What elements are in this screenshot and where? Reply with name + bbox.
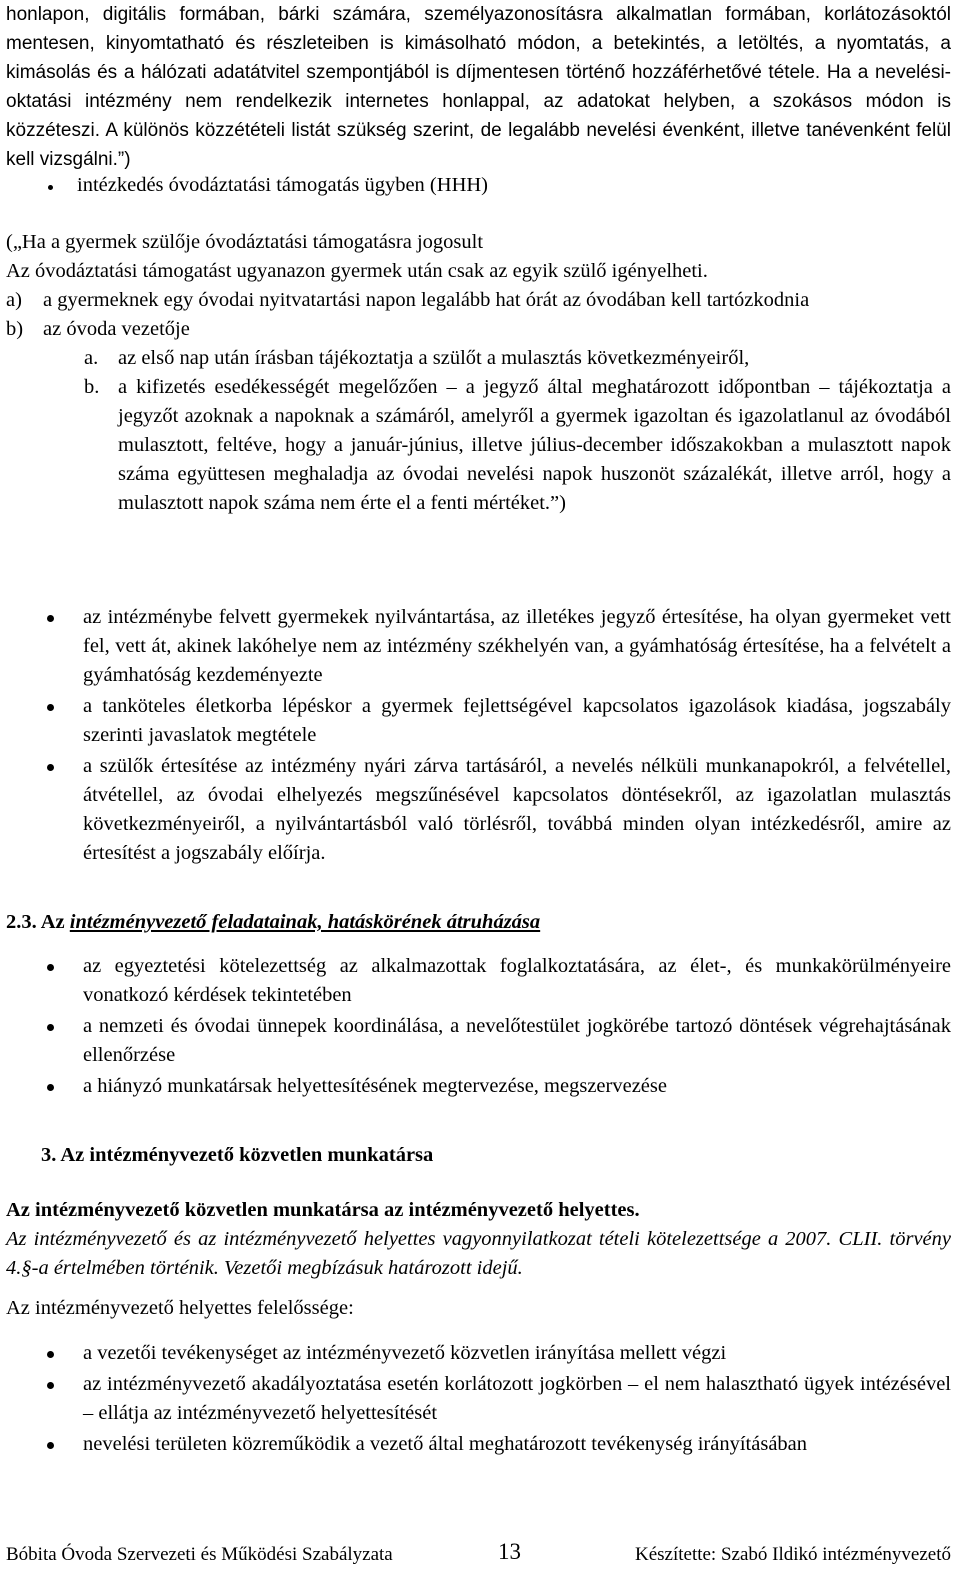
intro-section — [6, 0, 951, 174]
list-item: a hiányzó munkatársak helyettesítésének megtervezése, megszervezése — [6, 1072, 951, 1101]
hhh-line-1: („Ha a gyermek szülője óvodáztatási támogatásra jogosult — [6, 231, 484, 253]
sub-b-label: b. — [84, 376, 100, 398]
hhh-item-a — [6, 286, 951, 315]
list-item: a szülők értesítése az intézmény nyári zárva tartásáról, a nevelés nélküli munkanapokról, a felvétellel, átvétellel, az óvodai elhelyezés megszűnésével kapcsolatos döntésekről, az igazolatlan mulasztás következményeiről, a nyilvántartásból való törlésről, továbbá minden olyan intézkedésről, amire az értesítést a jogszabály előírja. — [6, 752, 951, 868]
list-1 — [6, 603, 951, 868]
list-item: az intézménybe felvett gyermekek nyilvántartása, az illetékes jegyző értesítése, ha olyan gyermeket vett fel, vett át, akinek lakóhelye nem az intézmény székhelyén van, a gyámhatóság értesítése, ha a felvételt a gyámhatóság kezdeményezte — [6, 603, 951, 690]
hhh-bullet — [77, 171, 951, 200]
page-number: 13 — [498, 1539, 521, 1564]
list-item: az egyeztetési kötelezettség az alkalmazottak foglalkoztatására, az élet-, és munkakörülményeire vonatkozó kérdések tekintetében — [6, 952, 951, 1010]
hhh-sub-b — [6, 373, 951, 518]
item-b-text: az óvoda vezetője — [43, 318, 190, 340]
footer-author: Készítette: Szabó Ildikó intézményvezető — [634, 1544, 951, 1565]
hhh-line-2: Az óvodáztatási támogatást ugyanazon gyermek után csak az egyik szülő igényelheti. — [6, 260, 708, 282]
item-a-label: a) — [6, 289, 22, 311]
sub-a-label: a. — [84, 347, 99, 369]
section-3-italic-text: Az intézményvezető és az intézményvezető helyettes vagyonnyilatkozat tételi kötelezettsége a 2007. CLII. törvény 4.§-a értelmében történik. Vezetői megbízásuk határozott idejű. — [6, 1228, 951, 1279]
list-item: nevelési területen közreműködik a vezető által meghatározott tevékenység irányításában — [6, 1430, 951, 1459]
section-2-3-title: intézményvezető feladatainak, hatáskörének átruházása — [69, 911, 541, 933]
intro-paragraph: honlapon, digitális formában, bárki számára, személyazonosításra alkalmatlan formában, korlátozásoktól mentesen, kinyomtatható és részleteiben is kimásolható módon, a betekintés, a letöltés, a nyomtatás, a kimásolás és a hálózati adatátvitel szempontjából is díjmentesen történő hozzáférhetővé tétele. Ha a nevelési-oktatási intézmény nem rendelkezik internetes honlappal, az adatokat helyben, a szokásos módon is közzéteszi. A különös közzétételi listát szükség szerint, de legalább nevelési évenként, illetve tanévenként felül kell vizsgálni.”) — [6, 4, 951, 170]
list-item: a nemzeti és óvodai ünnepek koordinálása, a nevelőtestület jogkörébe tartozó döntések végrehajtásának ellenőrzése — [6, 1012, 951, 1070]
sub-b-text: a kifizetés esedékességét megelőzően – a jegyző által meghatározott időpontban – tájékoztatja a jegyzőt azoknak a napoknak a számáról, amelyről a gyermek igazoltan és igazolatlanul az óvodából mulasztott, feltéve, hogy a január-június, illetve július-december időszakokban a mulasztott napok száma együttesen meghaladja az óvodai nevelési napok huszonöt százalékát, illetve arról, hogy a mulasztott napok száma nem érte el a fenti mértéket.”) — [118, 376, 951, 514]
list-item: a vezetői tevékenységet az intézményvezető közvetlen irányítása mellett végzi — [6, 1339, 951, 1368]
item-a-text: a gyermeknek egy óvodai nyitvatartási napon legalább hat órát az óvodában kell tartózkodnia — [43, 289, 810, 311]
hhh-sub-a — [6, 344, 951, 373]
sub-a-text: az első nap után írásban tájékoztatja a szülőt a mulasztás következményeiről, — [118, 347, 750, 369]
list-3 — [6, 1339, 951, 1459]
bullet-dot — [48, 185, 53, 190]
page-footer — [6, 1540, 951, 1570]
section-3-body — [6, 1196, 951, 1323]
list-item: a tanköteles életkorba lépéskor a gyermek fejlettségével kapcsolatos igazolások kiadása, jogszabály szerinti javaslatok megtétele — [6, 692, 951, 750]
footer-document-title: Bóbita Óvoda Szervezeti és Működési Szabályzata — [6, 1544, 393, 1565]
section-3-bold-line: Az intézményvezető közvetlen munkatársa az intézményvezető helyettes. — [6, 1199, 640, 1221]
list-item: az intézményvezető akadályoztatása esetén korlátozott jogkörben – el nem halasztható ügyek intézésével – ellátja az intézményvezető helyettesítését — [6, 1370, 951, 1428]
item-b-label: b) — [6, 318, 24, 340]
section-3-heading: 3. Az intézményvezető közvetlen munkatársa — [41, 1144, 434, 1166]
hhh-item-b — [6, 315, 951, 344]
list-2 — [6, 952, 951, 1101]
hhh-quote — [6, 228, 951, 518]
responsibility-label: Az intézményvezető helyettes felelőssége: — [6, 1297, 354, 1319]
section-2-3-heading — [6, 908, 951, 937]
hhh-bullet-text: intézkedés óvodáztatási támogatás ügyben (HHH) — [77, 174, 489, 196]
section-2-3-number: 2.3. Az — [6, 911, 70, 933]
